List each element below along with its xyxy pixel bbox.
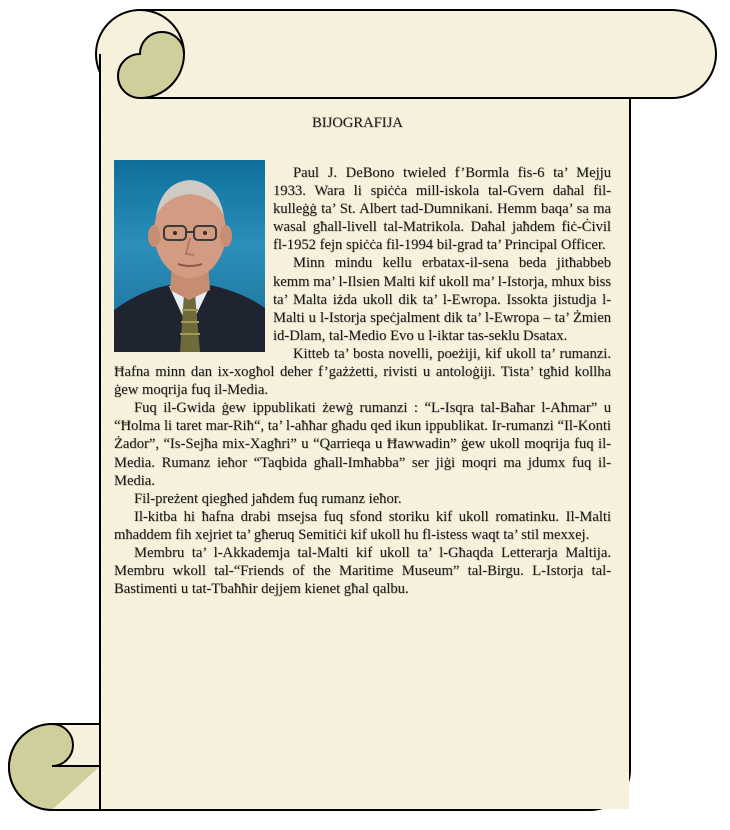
paragraph-novels: Fuq il-Gwida ġew ippublikati żewġ rumanzi : “L-Isqra tal-Baħar l-Aħmar” u “Ħolma li taret mar-Riħ“, ta’ l-aħħar għadu qed ikun ippublikat. Ir-rumanzi “Il-Konti Żador”, “Is-Sejħa mix-Xagħri” u “Qarrieqa u Ħawwadin” ġew ukoll moqrija fuq il-Media. Rumanz ieħor “Taqbida għall-Imħabba” ser jiġi moqri ma jdumx fuq il-Media.: [114, 400, 611, 489]
paragraph-interests: Minn mindu kellu erbatax-il-sena beda jitħabbeb kemm ma’ l-Ilsien Malti kif ukoll ma’ l-Istorja, mhux biss ta’ Malta iżda ukoll dik ta’ l-Ewropa. Issokta jistudja l-Malti u l-Istorja speċjalment dik ta’ l-Ewropa – ta’ Żmien id-Dlam, tal-Medio Evo u l-iktar tas-seklu Dsatax.: [273, 255, 611, 344]
scroll-top-roll: [96, 10, 716, 98]
paragraph-writings: Kitteb ta’ bosta novelli, poeżiji, kif ukoll ta’ rumanzi. Ħafna minn dan ix-xogħol deher f’gażżetti, rivisti u antoloġiji. Tista’ tgħid kollha ġew moqrija fuq il-Media.: [114, 345, 611, 399]
paragraph-memberships: Membru ta’ l-Akkademja tal-Malti kif ukoll ta’ l-Għaqda Letterarja Maltija. Membru wkoll tal-“Friends of the Maritime Museum” tal-Birgu. L-Istorja tal-Bastimenti u tat-Tbaħħir dejjem kienet għal qalbu.: [114, 544, 611, 598]
paragraph-birth: Paul J. DeBono twieled f’Bormla fis-6 ta’ Mejju 1933. Wara li spiċċa mill-iskola tal-Gvern daħal fil-kulleġġ ta’ St. Albert tad-Dumnikani. Hemm baqa’ sa ma wasal għall-livell tal-Matrikola. Daħal jaħdem fiċ-Ċivil fl-1952 fejn spiċċa fil-1994 bil-grad ta’ Principal Officer.: [273, 165, 611, 254]
biography-text: [114, 164, 611, 598]
author-portrait: [114, 160, 265, 352]
paragraph-current-work: Fil-preżent qiegħed jaħdem fuq rumanz ieħor.: [134, 490, 402, 507]
page-title: BIJOGRAFIJA: [312, 115, 403, 131]
paragraph-style: Il-kitba hi ħafna drabi msejsa fuq sfond storiku kif ukoll romatinku. Il-Malti mħaddem fih xejriet ta’ għeruq Semitiċi kif ukoll hu fl-istess waqt ta’ stil mexxej.: [114, 508, 611, 543]
